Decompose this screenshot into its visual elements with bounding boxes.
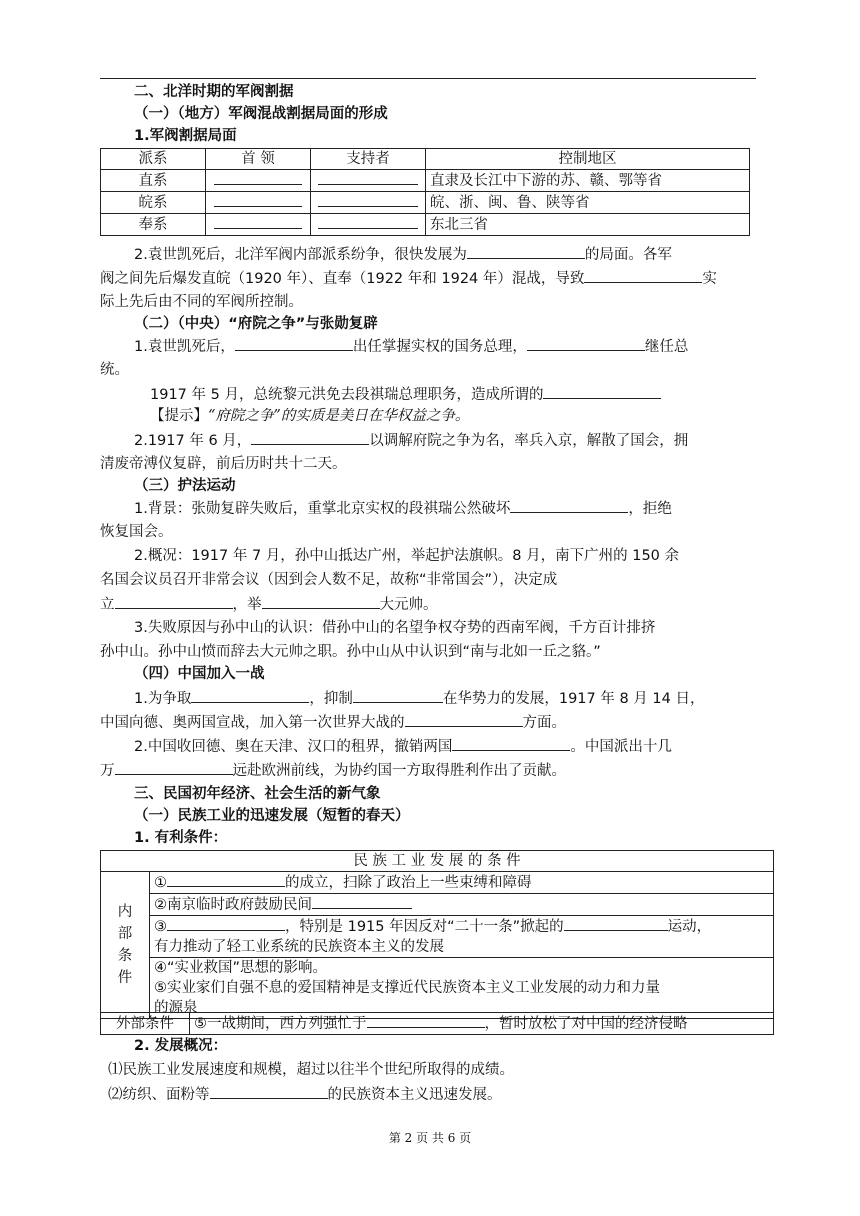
item-title: 2. 发展概况： <box>134 1038 228 1054</box>
paragraph: 万 远赴欧洲前线，为协约国一方取得胜利作出了贡献。 <box>100 760 566 781</box>
paragraph: 立 ，举 大元帅。 <box>100 594 438 615</box>
fill-blank[interactable] <box>405 712 523 727</box>
tip <box>150 406 469 426</box>
fill-blank[interactable] <box>564 916 668 931</box>
external-table <box>100 1012 774 1035</box>
leader-cell[interactable] <box>206 192 311 214</box>
region-cell: 东北三省 <box>426 214 750 236</box>
supporter-cell[interactable] <box>311 170 426 192</box>
table-header: 派系 <box>101 149 206 170</box>
fill-blank[interactable] <box>452 736 570 751</box>
subsection-title: （二）（中央）“府院之争”与张勋复辟 <box>134 316 378 332</box>
condition-cell: ②南京临时政府鼓励民间 <box>150 894 774 916</box>
faction-cell: 皖系 <box>101 192 206 214</box>
subsection-title: （三）护法运动 <box>134 478 236 494</box>
paragraph: 2.1917 年 6 月， 以调解府院之争为名，率兵入京，解散了国会，拥 <box>134 430 688 451</box>
tip-text: “府院之争”的实质是美日在华权益之争。 <box>208 408 470 424</box>
paragraph: 阀之间先后爆发直皖（1920 年）、直奉（1922 年和 1924 年）混战，导致 实 <box>100 268 717 289</box>
paragraph: 3.失败原因与孙中山的认识：借孙中山的名望争权夺势的西南军阀，千方百计排挤 <box>134 620 656 636</box>
fill-blank[interactable] <box>312 894 412 909</box>
paragraph: 际上先后由不同的军阀所控制。 <box>100 294 303 310</box>
tip-label: 【提示】 <box>150 408 208 424</box>
fill-blank[interactable] <box>467 244 585 259</box>
paragraph: 1.袁世凯死后， 出任掌握实权的国务总理， 继任总 <box>134 336 688 357</box>
region-cell: 直隶及长江中下游的苏、赣、鄂等省 <box>426 170 750 192</box>
item-title: 1.军阀割据局面 <box>134 128 237 144</box>
section-title: 二、北洋时期的军阀割据 <box>134 84 294 100</box>
leader-cell[interactable] <box>206 214 311 236</box>
paragraph: ⑴民族工业发展速度和规模，超过以往半个世纪所取得的成绩。 <box>108 1062 514 1078</box>
fill-blank[interactable] <box>367 1013 485 1028</box>
header-rule <box>100 78 756 79</box>
leader-cell[interactable] <box>206 170 311 192</box>
table-header: 支持者 <box>311 149 426 170</box>
warlord-table <box>100 148 750 236</box>
paragraph: 2.概况：1917 年 7 月，孙中山抵达广州，举起护法旗帜。8 月，南下广州的 150 余 <box>134 548 680 564</box>
conditions-table <box>100 850 774 1019</box>
page-footer: 第 2 页 共 6 页 <box>388 1131 472 1145</box>
fill-blank[interactable] <box>210 1084 328 1099</box>
fill-blank[interactable] <box>235 336 353 351</box>
fill-blank[interactable] <box>510 498 628 513</box>
faction-cell: 奉系 <box>101 214 206 236</box>
paragraph: 2.袁世凯死后，北洋军阀内部派系纷争，很快发展为 的局面。各军 <box>134 244 672 265</box>
condition-cell: ③ ，特别是 1915 年因反对“二十一条”掀起的 运动， 有力推动了轻工业系统的民族资本主义的发展 <box>150 916 774 958</box>
fill-blank[interactable] <box>584 268 702 283</box>
fill-blank[interactable] <box>115 594 233 609</box>
fill-blank[interactable] <box>527 336 645 351</box>
item-title: 1. 有利条件： <box>134 830 228 846</box>
faction-cell: 直系 <box>101 170 206 192</box>
condition-cell: ① 的成立，扫除了政治上一些束缚和障碍 <box>150 872 774 894</box>
fill-blank[interactable] <box>353 688 443 703</box>
subsection-title: （一）（地方）军阀混战割据局面的形成 <box>134 106 388 122</box>
supporter-cell[interactable] <box>311 192 426 214</box>
paragraph: 2.中国收回德、奥在天津、汉口的租界，撤销两国 。中国派出十几 <box>134 736 672 757</box>
table-header: 控制地区 <box>426 149 750 170</box>
fill-blank[interactable] <box>191 688 309 703</box>
paragraph: 1.背景：张勋复辟失败后，重掌北京实权的段祺瑞公然破坏 ，拒绝 <box>134 498 672 519</box>
conditions-header: 民 族 工 业 发 展 的 条 件 <box>101 851 774 872</box>
external-label: 外部条件 <box>101 1013 190 1035</box>
fill-blank[interactable] <box>543 384 661 399</box>
table-row <box>101 170 750 192</box>
section-title: 三、民国初年经济、社会生活的新气象 <box>134 786 381 802</box>
paragraph: 恢复国会。 <box>100 524 173 540</box>
paragraph: 1.为争取 ，抑制 在华势力的发展，1917 年 8 月 14 日， <box>134 688 704 709</box>
table-row <box>101 192 750 214</box>
subsection-title: （四）中国加入一战 <box>134 666 265 682</box>
paragraph: 中国向德、奥两国宣战，加入第一次世界大战的 方面。 <box>100 712 566 733</box>
internal-label: 内 部 条 件 <box>101 872 150 1019</box>
paragraph: 清废帝溥仪复辟，前后历时共十二天。 <box>100 456 347 472</box>
condition-cell: ④“实业救国”思想的影响。 ⑤实业家们自强不息的爱国精神是支撑近代民族资本主义工业发展的动力和力量 的源泉 <box>150 958 774 1019</box>
fill-blank[interactable] <box>251 430 369 445</box>
fill-blank[interactable] <box>115 760 233 775</box>
paragraph: ⑵纺织、面粉等 的民族资本主义迅速发展。 <box>108 1084 502 1105</box>
table-row <box>101 214 750 236</box>
fill-blank[interactable] <box>167 916 285 931</box>
fill-blank[interactable] <box>262 594 380 609</box>
paragraph: 1917 年 5 月，总统黎元洪免去段祺瑞总理职务，造成所谓的 <box>150 384 661 405</box>
subsection-title: （一）民族工业的迅速发展（短暂的春天） <box>134 808 410 824</box>
paragraph: 孙中山。孙中山愤而辞去大元帅之职。孙中山从中认识到“南与北如一丘之貉。” <box>100 644 601 660</box>
paragraph: 名国会议员召开非常会议（因到会人数不足，故称“非常国会”），决定成 <box>100 572 558 588</box>
condition-cell: ⑤一战期间，西方列强忙于 ，暂时放松了对中国的经济侵略 <box>190 1013 774 1035</box>
fill-blank[interactable] <box>167 872 285 887</box>
paragraph: 统。 <box>100 362 129 378</box>
supporter-cell[interactable] <box>311 214 426 236</box>
region-cell: 皖、浙、闽、鲁、陕等省 <box>426 192 750 214</box>
table-header: 首 领 <box>206 149 311 170</box>
